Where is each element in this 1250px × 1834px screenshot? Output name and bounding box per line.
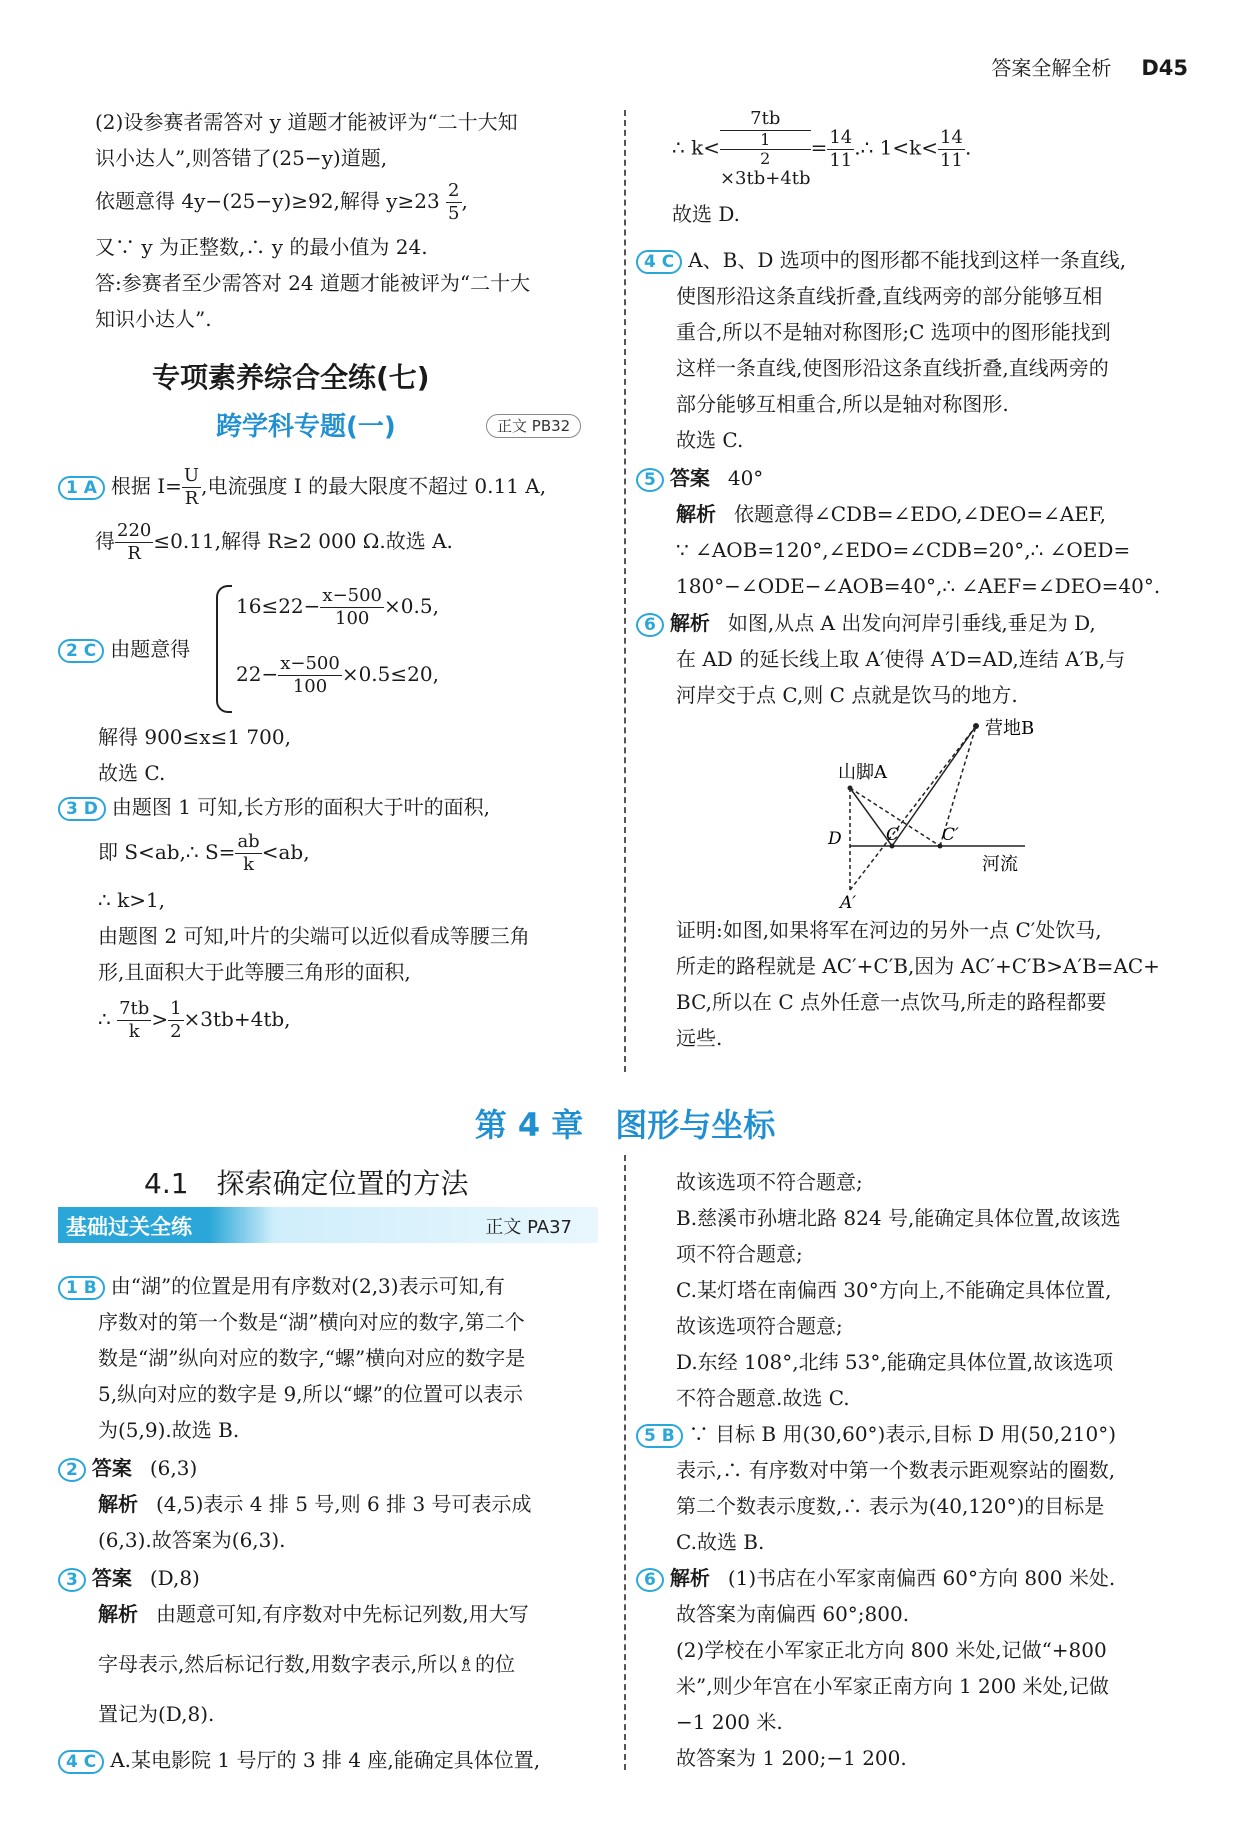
text-line: 数是“湖”纵向对应的数字,“螺”横向对应的数字是 (98, 1346, 526, 1370)
fraction (720, 108, 811, 190)
text-span: > (151, 1007, 169, 1031)
numerator: ab (237, 831, 260, 852)
text-span: .∴ 1<k< (854, 135, 939, 160)
label-c: C (886, 825, 900, 845)
text-line: 所走的路程就是 AC′+C′B,因为 AC′+C′B>A′B=AC+ (676, 954, 1160, 978)
text-line: ∵ ∠AOB=120°,∠EDO=∠CDB=20°,∴ ∠OED= (676, 538, 1131, 562)
line-c-b (892, 726, 976, 846)
label-a-prime: A′ (840, 893, 857, 910)
denominator: 11 (829, 149, 853, 171)
numerator: 14 (940, 126, 963, 148)
text-span: 根据 I= (110, 474, 182, 498)
numerator: 7tb (119, 998, 150, 1019)
text-span: ,电流强度 I 的最大限度不超过 0.11 A, (201, 474, 547, 498)
section-title: 4.1 探索确定位置的方法 (144, 1167, 469, 1200)
bar-title: 基础过关全练 (66, 1215, 192, 1239)
text-line (58, 998, 608, 1043)
answer-value: 40° (727, 466, 764, 490)
chapter-title: 第 4 章 图形与坐标 (474, 1106, 776, 1144)
text-line: 知识小达人”. (95, 307, 212, 331)
question-number: 1 B (58, 1276, 105, 1300)
text-line: ∴ k>1, (98, 888, 166, 912)
text-line: 解得 900≤x≤1 700, (98, 725, 291, 749)
numerator: U (183, 465, 200, 486)
fraction (115, 520, 153, 565)
text-line: 重合,所以不是轴对称图形;C 选项中的图形能找到 (676, 320, 1111, 344)
text-span: ≤0.11,解得 R≥2 000 Ω.故选 A. (153, 529, 453, 553)
q6-block (636, 605, 1196, 713)
text-line (672, 108, 1192, 190)
point-b (973, 723, 979, 729)
explanation-label: 解析 (669, 611, 710, 635)
b2-block (58, 1450, 608, 1558)
text-line (636, 242, 1196, 278)
inequality-1 (236, 585, 439, 630)
q6-proof (676, 912, 1196, 1056)
text-line: 故选 C. (676, 428, 744, 452)
text-line: 部分能够互相重合,所以是轴对称图形. (676, 392, 1009, 416)
numerator: x−500 (322, 585, 383, 606)
b1-block (58, 1268, 608, 1448)
text-line: 180°−∠ODE−∠AOB=40°,∴ ∠AEF=∠DEO=40°. (676, 574, 1161, 598)
denominator: 2 (170, 1021, 182, 1042)
fraction (117, 998, 151, 1043)
exercise-bar (58, 1207, 598, 1243)
denominator: 5 (448, 203, 460, 224)
text-span: A、B、D 选项中的图形都不能找到这样一条直线, (688, 248, 1127, 272)
answer-value: (D,8) (149, 1566, 200, 1590)
text-span: = (810, 135, 828, 160)
text-span: . (964, 135, 972, 160)
explanation-label: 解析 (676, 502, 716, 526)
text-line: 表示,∴ 有序数对中第一个数表示距观察站的圈数, (676, 1458, 1116, 1482)
answer-label: 答案 (91, 1566, 132, 1590)
text-span: (1)书店在小军家南偏西 60°方向 800 米处. (727, 1566, 1116, 1590)
text-span: 即 S<ab,∴ S= (98, 840, 236, 864)
text-line: 证明:如图,如果将军在河边的另外一点 C′处饮马, (676, 918, 1102, 942)
question-number: 1 A (58, 476, 105, 500)
text-line (58, 1596, 608, 1632)
explanation-label: 解析 (98, 1602, 138, 1626)
text-line (58, 465, 608, 510)
q1-block (58, 465, 608, 565)
text-span: 如图,从点 A 出发向河岸引垂线,垂足为 D, (727, 611, 1096, 635)
numerator: 1 (170, 998, 182, 1019)
text-line: 项不符合题意; (676, 1242, 803, 1266)
text-line: 字母表示,然后标记行数,用数字表示,所以♗的位 (98, 1652, 516, 1676)
text-line (58, 1450, 608, 1486)
text-span: 依题意得 4y−(25−y)≥92,解得 y≥23 (95, 189, 440, 213)
label-river: 河流 (982, 854, 1018, 875)
numerator: 1 (720, 131, 811, 150)
answer-value: (6,3) (149, 1456, 198, 1480)
question-number: 5 (636, 468, 664, 492)
text-line: −1 200 米. (676, 1710, 783, 1734)
inequality-2 (236, 653, 439, 698)
text-line (636, 460, 1196, 496)
q3-block (58, 789, 608, 1043)
line-a2-b (850, 726, 976, 890)
label-a: 山脚A (838, 762, 887, 783)
text-line (636, 605, 1196, 641)
fraction (182, 465, 201, 510)
text-line: 故答案为南偏西 60°;800. (676, 1602, 910, 1626)
text-line: 序数对的第一个数是“湖”横向对应的数字,第二个 (98, 1310, 525, 1334)
answer-label: 答案 (91, 1456, 132, 1480)
text-span: ×0.5≤20, (341, 662, 439, 686)
text-span: 得 (95, 529, 115, 553)
question-number: 2 (58, 1458, 86, 1482)
explanation-label: 解析 (669, 1566, 710, 1590)
question-number: 3 (58, 1568, 86, 1592)
point-a (848, 786, 853, 791)
bar-ref: 正文 PA37 (485, 1217, 572, 1238)
text-line: 故选 C. (98, 761, 166, 785)
text-line: B.慈溪市孙塘北路 824 号,能确定具体位置,故该选 (676, 1206, 1121, 1230)
text-span: A.某电影院 1 号厅的 3 排 4 座,能确定具体位置, (110, 1748, 541, 1772)
text-line (636, 1416, 1196, 1452)
numerator: 220 (117, 520, 152, 541)
denominator: k (128, 1021, 140, 1042)
text-span: 由题图 1 可知,长方形的面积大于叶的面积, (111, 795, 491, 819)
text-span: ∵ 目标 B 用(30,60°)表示,目标 D 用(50,210°) (688, 1422, 1117, 1446)
text-line: 第二个数表示度数,∴ 表示为(40,120°)的目标是 (676, 1494, 1105, 1518)
header-title: 答案全解全析 (991, 56, 1112, 80)
left-column-top (95, 104, 605, 337)
text-line (58, 631, 190, 667)
text-line: 在 AD 的延长线上取 A′使得 A′D=AD,连结 A′B,与 (676, 647, 1126, 671)
denominator: 100 (292, 676, 328, 697)
page-number: D45 (1141, 56, 1188, 80)
label-b: 营地B (985, 718, 1035, 739)
text-span: , (461, 189, 468, 213)
fraction (446, 180, 461, 225)
text-span: (4,5)表示 4 排 5 号,则 6 排 3 号可表示成 (156, 1492, 532, 1516)
text-line (95, 180, 605, 225)
text-line: D.东经 108°,北纬 53°,能确定具体位置,故该选项 (676, 1350, 1114, 1374)
text-line: 故该选项不符合题意; (676, 1170, 863, 1194)
text-line: 远些. (676, 1026, 723, 1050)
b5-block (636, 1416, 1196, 1560)
inner-fraction (720, 131, 811, 168)
text-line: 故选 D. (672, 202, 741, 226)
text-span: <ab, (261, 840, 310, 864)
text-span: 由“湖”的位置是用有序数对(2,3)表示可知,有 (110, 1274, 505, 1298)
text-line: 米”,则少年宫在小军家正南方向 1 200 米处,记做 (676, 1674, 1109, 1698)
text-line: 答:参赛者至少需答对 24 道题才能被评为“二十大 (95, 271, 531, 295)
fraction (168, 998, 183, 1043)
b4-block (58, 1742, 618, 1778)
brace (216, 585, 232, 713)
text-line: 形,且面积大于此等腰三角形的面积, (98, 960, 411, 984)
text-span: ×3tb+4tb, (183, 1007, 291, 1031)
text-line (58, 1486, 608, 1522)
ref-tag: 正文 PB32 (486, 414, 581, 438)
b3-block (58, 1560, 608, 1732)
text-line: (2)设参赛者需答对 y 道题才能被评为“二十大知 (95, 110, 518, 134)
column-divider-top (624, 110, 626, 1072)
fraction (827, 127, 854, 172)
text-line: 河岸交于点 C,则 C 点就是饮马的地方. (676, 683, 1018, 707)
text-span: 16≤22− (236, 594, 321, 618)
question-number: 4 C (58, 1750, 104, 1774)
text-line: 为(5,9).故选 B. (98, 1418, 240, 1442)
text-line: 5,纵向对应的数字是 9,所以“螺”的位置可以表示 (98, 1382, 523, 1406)
text-span: 22− (236, 662, 279, 686)
text-line: 故答案为 1 200;−1 200. (676, 1746, 907, 1770)
denominator (720, 131, 811, 190)
text-span: 依题意得∠CDB=∠EDO,∠DEO=∠AEF, (734, 502, 1106, 526)
question-number: 6 (636, 613, 664, 637)
text-span: 由题意得 (110, 637, 191, 661)
denominator: 100 (335, 608, 370, 629)
denominator: R (127, 543, 141, 564)
text-span: ∴ k< (672, 135, 720, 160)
text-line: 这样一条直线,使图形沿这条直线折叠,直线两旁的 (676, 356, 1109, 380)
column-divider-bottom (624, 1155, 626, 1770)
text-line (58, 1268, 608, 1304)
text-line (58, 831, 608, 876)
numerator: 7tb (720, 108, 811, 131)
denominator: 11 (940, 149, 963, 171)
text-line: C.某灯塔在南偏西 30°方向上,不能确定具体位置, (676, 1278, 1112, 1302)
text-line (58, 789, 608, 825)
right-column-top (672, 108, 1192, 232)
special-subtitle: 跨学科专题(一) (216, 412, 396, 442)
text-line: 故该选项符合题意; (676, 1314, 843, 1338)
text-line: 又∵ y 为正整数,∴ y 的最小值为 24. (95, 235, 428, 259)
text-span: ×3tb+4tb (719, 168, 811, 189)
question-number: 3 D (58, 797, 106, 821)
text-line: 不符合题意.故选 C. (676, 1386, 850, 1410)
text-line (58, 1560, 608, 1596)
fraction (235, 831, 261, 876)
system-of-inequalities (58, 585, 608, 711)
text-line: BC,所以在 C 点外任意一点饮马,所走的路程都要 (676, 990, 1107, 1014)
text-line: 使图形沿这条直线折叠,直线两旁的部分能够互相 (676, 284, 1103, 308)
numerator: x−500 (280, 653, 340, 674)
page-header (991, 52, 1188, 81)
explanation-label: 解析 (98, 1492, 138, 1516)
text-line (58, 520, 608, 565)
text-span: 由题意可知,有序数对中先标记列数,用大写 (156, 1602, 529, 1626)
text-line: (2)学校在小军家正北方向 800 米处,记做“+800 (676, 1638, 1107, 1662)
text-line (636, 496, 1196, 532)
answer-label: 答案 (669, 466, 710, 490)
denominator: 2 (760, 149, 771, 168)
q4-block (636, 242, 1196, 458)
denominator: R (184, 488, 199, 509)
special-title: 专项素养综合全练(七) (152, 361, 430, 394)
numerator: 14 (829, 126, 853, 148)
fraction (320, 585, 384, 630)
question-number: 5 B (636, 1424, 683, 1448)
text-line (636, 1560, 1196, 1596)
text-line (58, 1742, 618, 1778)
fraction (278, 653, 342, 698)
q2-block (58, 585, 608, 791)
numerator: 2 (448, 180, 460, 201)
text-line: (6,3).故答案为(6,3). (98, 1528, 286, 1552)
label-c-prime: C′ (942, 825, 959, 845)
question-number: 6 (636, 1568, 664, 1592)
text-line: 置记为(D,8). (98, 1702, 215, 1726)
b4-continued (676, 1164, 1196, 1416)
special-ref (486, 414, 581, 438)
b6-block (636, 1560, 1196, 1776)
text-line: 由题图 2 可知,叶片的尖端可以近似看成等腰三角 (98, 924, 530, 948)
q5-block (636, 460, 1196, 604)
denominator: k (243, 854, 255, 875)
text-span: ×0.5, (384, 594, 439, 618)
geometry-figure (820, 710, 1050, 910)
question-number: 4 C (636, 250, 682, 274)
question-number: 2 C (58, 639, 104, 663)
text-span: ∴ (98, 1007, 111, 1031)
fraction (938, 127, 965, 172)
label-d: D (828, 829, 842, 849)
text-line: 识小达人”,则答错了(25−y)道题, (95, 146, 388, 170)
text-line: C.故选 B. (676, 1530, 765, 1554)
